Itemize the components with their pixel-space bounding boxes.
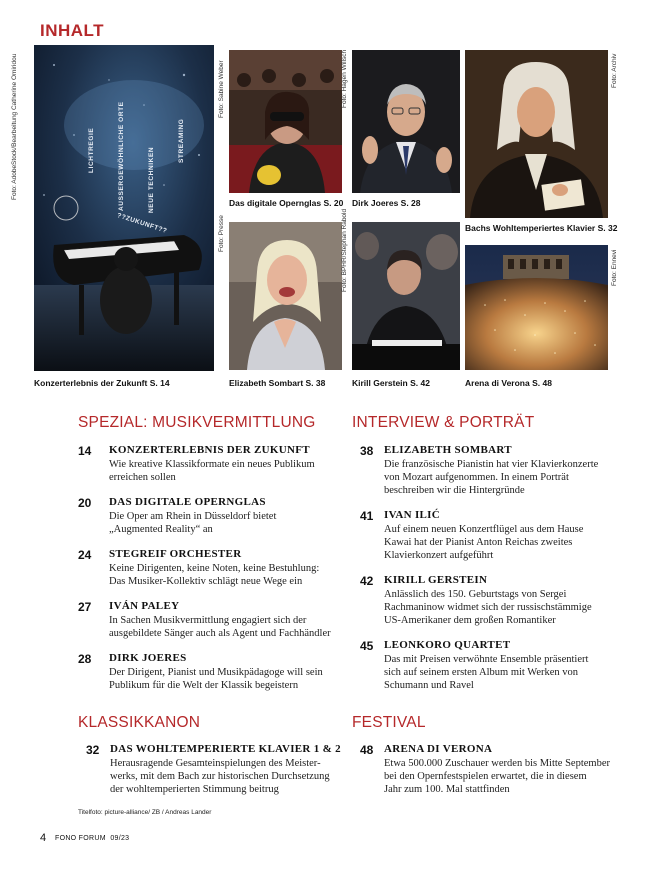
toc-page: 38 bbox=[360, 444, 374, 458]
page-number: 4 bbox=[40, 832, 47, 844]
toc-desc: Der Dirigent, Pianist und Musikpädagoge will sein Publikum für die Welt der Klassik begeistern bbox=[109, 667, 323, 691]
toc-title: KIRILL GERSTEIN bbox=[384, 574, 488, 586]
caption-joeres: Dirk Joeres S. 28 bbox=[352, 198, 421, 208]
photo-gerstein bbox=[352, 222, 460, 370]
page-header: INHALT bbox=[40, 21, 105, 40]
toc-page: 27 bbox=[78, 600, 92, 614]
concert-line-streaming: STREAMING bbox=[178, 118, 185, 163]
photo-opera-glass bbox=[229, 50, 342, 193]
photo-credit-joeres: Foto: Hagen Willsch bbox=[341, 49, 348, 108]
caption-concert: Konzerterlebnis der Zukunft S. 14 bbox=[34, 378, 170, 388]
concert-zukunft-label: ??ZUKUNFT?? bbox=[116, 212, 168, 235]
photo-credit-opera-glass: Foto: Sabine Weber bbox=[218, 60, 225, 118]
toc-desc: Etwa 500.000 Zuschauer werden bis Mitte September bei den Opernfestspielen erwartet, die in diesem Jahr zum 100. Mal stattfinden bbox=[384, 758, 610, 795]
photo-verona bbox=[465, 245, 608, 370]
toc-title: KONZERTERLEBNIS DER ZUKUNFT bbox=[109, 444, 310, 456]
caption-gerstein: Kirill Gerstein S. 42 bbox=[352, 378, 430, 388]
toc-desc: Herausragende Gesamteinspielungen des Meister- werks, mit dem Bach zur historischen Durchsetzung der wohltemperierten Stimmung beitrug bbox=[110, 758, 330, 795]
photo-credit-verona: Foto: Ennevi bbox=[611, 249, 618, 286]
toc-title: DAS DIGITALE OPERNGLAS bbox=[109, 496, 266, 508]
toc-title: ELIZABETH SOMBART bbox=[384, 444, 512, 456]
photo-joeres bbox=[352, 50, 460, 193]
toc-desc: Keine Dirigenten, keine Noten, keine Bestuhlung: Das Musiker-Kollektiv schlägt neue Wege ein bbox=[109, 563, 320, 587]
toc-page: 20 bbox=[78, 496, 92, 510]
toc-page: 32 bbox=[86, 743, 100, 757]
toc-page: 45 bbox=[360, 639, 374, 653]
photo-credit-gerstein: Foto: BPHR/Stephan Rabold bbox=[341, 208, 348, 292]
toc-desc: In Sachen Musikvermittlung engagiert sich der ausgebildete Sänger auch als Agent und Fachhändler bbox=[109, 615, 331, 639]
toc-page: 42 bbox=[360, 574, 374, 588]
toc-title: LEONKORO QUARTET bbox=[384, 639, 511, 651]
toc-title: STEGREIF ORCHESTER bbox=[109, 548, 242, 560]
photo-sombart bbox=[229, 222, 342, 370]
magazine-issue: FONO FORUM 09/23 bbox=[55, 835, 130, 842]
toc-desc: Die Oper am Rhein in Düsseldorf bietet „Augmented Reality“ an bbox=[109, 511, 277, 535]
caption-opera-glass: Das digitale Opernglas S. 20 bbox=[229, 198, 344, 208]
toc-title: IVAN ILIĆ bbox=[384, 509, 440, 521]
toc-page: 48 bbox=[360, 743, 374, 757]
toc-desc: Anlässlich des 150. Geburtstags von Sergei Rachmaninow widmet sich der russischstämmige US-Amerikaner dem großen Romantiker bbox=[384, 589, 592, 626]
section-title-festival: FESTIVAL bbox=[352, 714, 426, 731]
concert-line-orte: AUSSERGEWÖHNLICHE ORTE bbox=[118, 101, 125, 211]
photo-credit-sombart: Foto: Presse bbox=[218, 215, 225, 252]
caption-sombart: Elizabeth Sombart S. 38 bbox=[229, 378, 326, 388]
section-title-klassikkanon: KLASSIKKANON bbox=[78, 714, 201, 731]
toc-title: IVÁN PALEY bbox=[109, 600, 180, 612]
caption-verona: Arena di Verona S. 48 bbox=[465, 378, 552, 388]
toc-desc: Wie kreative Klassikformate ein neues Publikum erreichen sollen bbox=[109, 459, 315, 483]
photo-concert bbox=[34, 45, 214, 371]
toc-desc: Auf einem neuen Konzertflügel aus dem Hause Kawai hat der Pianist Anton Reichas zweites Klavierkonzert aufgeführt bbox=[384, 524, 584, 561]
concert-line-techniken: NEUE TECHNIKEN bbox=[148, 146, 155, 213]
section-title-spezial: SPEZIAL: MUSIKVERMITTLUNG bbox=[78, 414, 316, 431]
toc-title: ARENA DI VERONA bbox=[384, 743, 493, 755]
toc-desc: Die französische Pianistin hat vier Klavierkonzerte von Mozart aufgenommen. In einem Porträt beschreiben wir die Hintergründe bbox=[384, 459, 599, 496]
toc-title: DIRK JOERES bbox=[109, 652, 187, 664]
toc-page: 24 bbox=[78, 548, 92, 562]
toc-desc: Das mit Preisen verwöhnte Ensemble präsentiert sich auf seinem ersten Album mit Werken von Schumann und Ravel bbox=[384, 654, 589, 691]
toc-title: DAS WOHLTEMPERIERTE KLAVIER 1 & 2 bbox=[110, 743, 341, 755]
photo-credit-concert: Foto: AdobeStock/Bearbeitung Catherine Omiridou bbox=[11, 53, 18, 200]
title-photo-credit: Titelfoto: picture-alliance/ ZB / Andreas Lander bbox=[78, 809, 212, 816]
section-title-interview: INTERVIEW & PORTRÄT bbox=[352, 414, 535, 431]
caption-bach: Bachs Wohltemperiertes Klavier S. 32 bbox=[465, 223, 618, 233]
toc-page: 14 bbox=[78, 444, 92, 458]
toc-page: 28 bbox=[78, 652, 92, 666]
photo-bach bbox=[465, 50, 608, 218]
photo-credit-bach: Foto: Archiv bbox=[611, 53, 618, 88]
toc-page: 41 bbox=[360, 509, 374, 523]
concert-line-lichtregie: LICHTREGIE bbox=[88, 127, 95, 173]
